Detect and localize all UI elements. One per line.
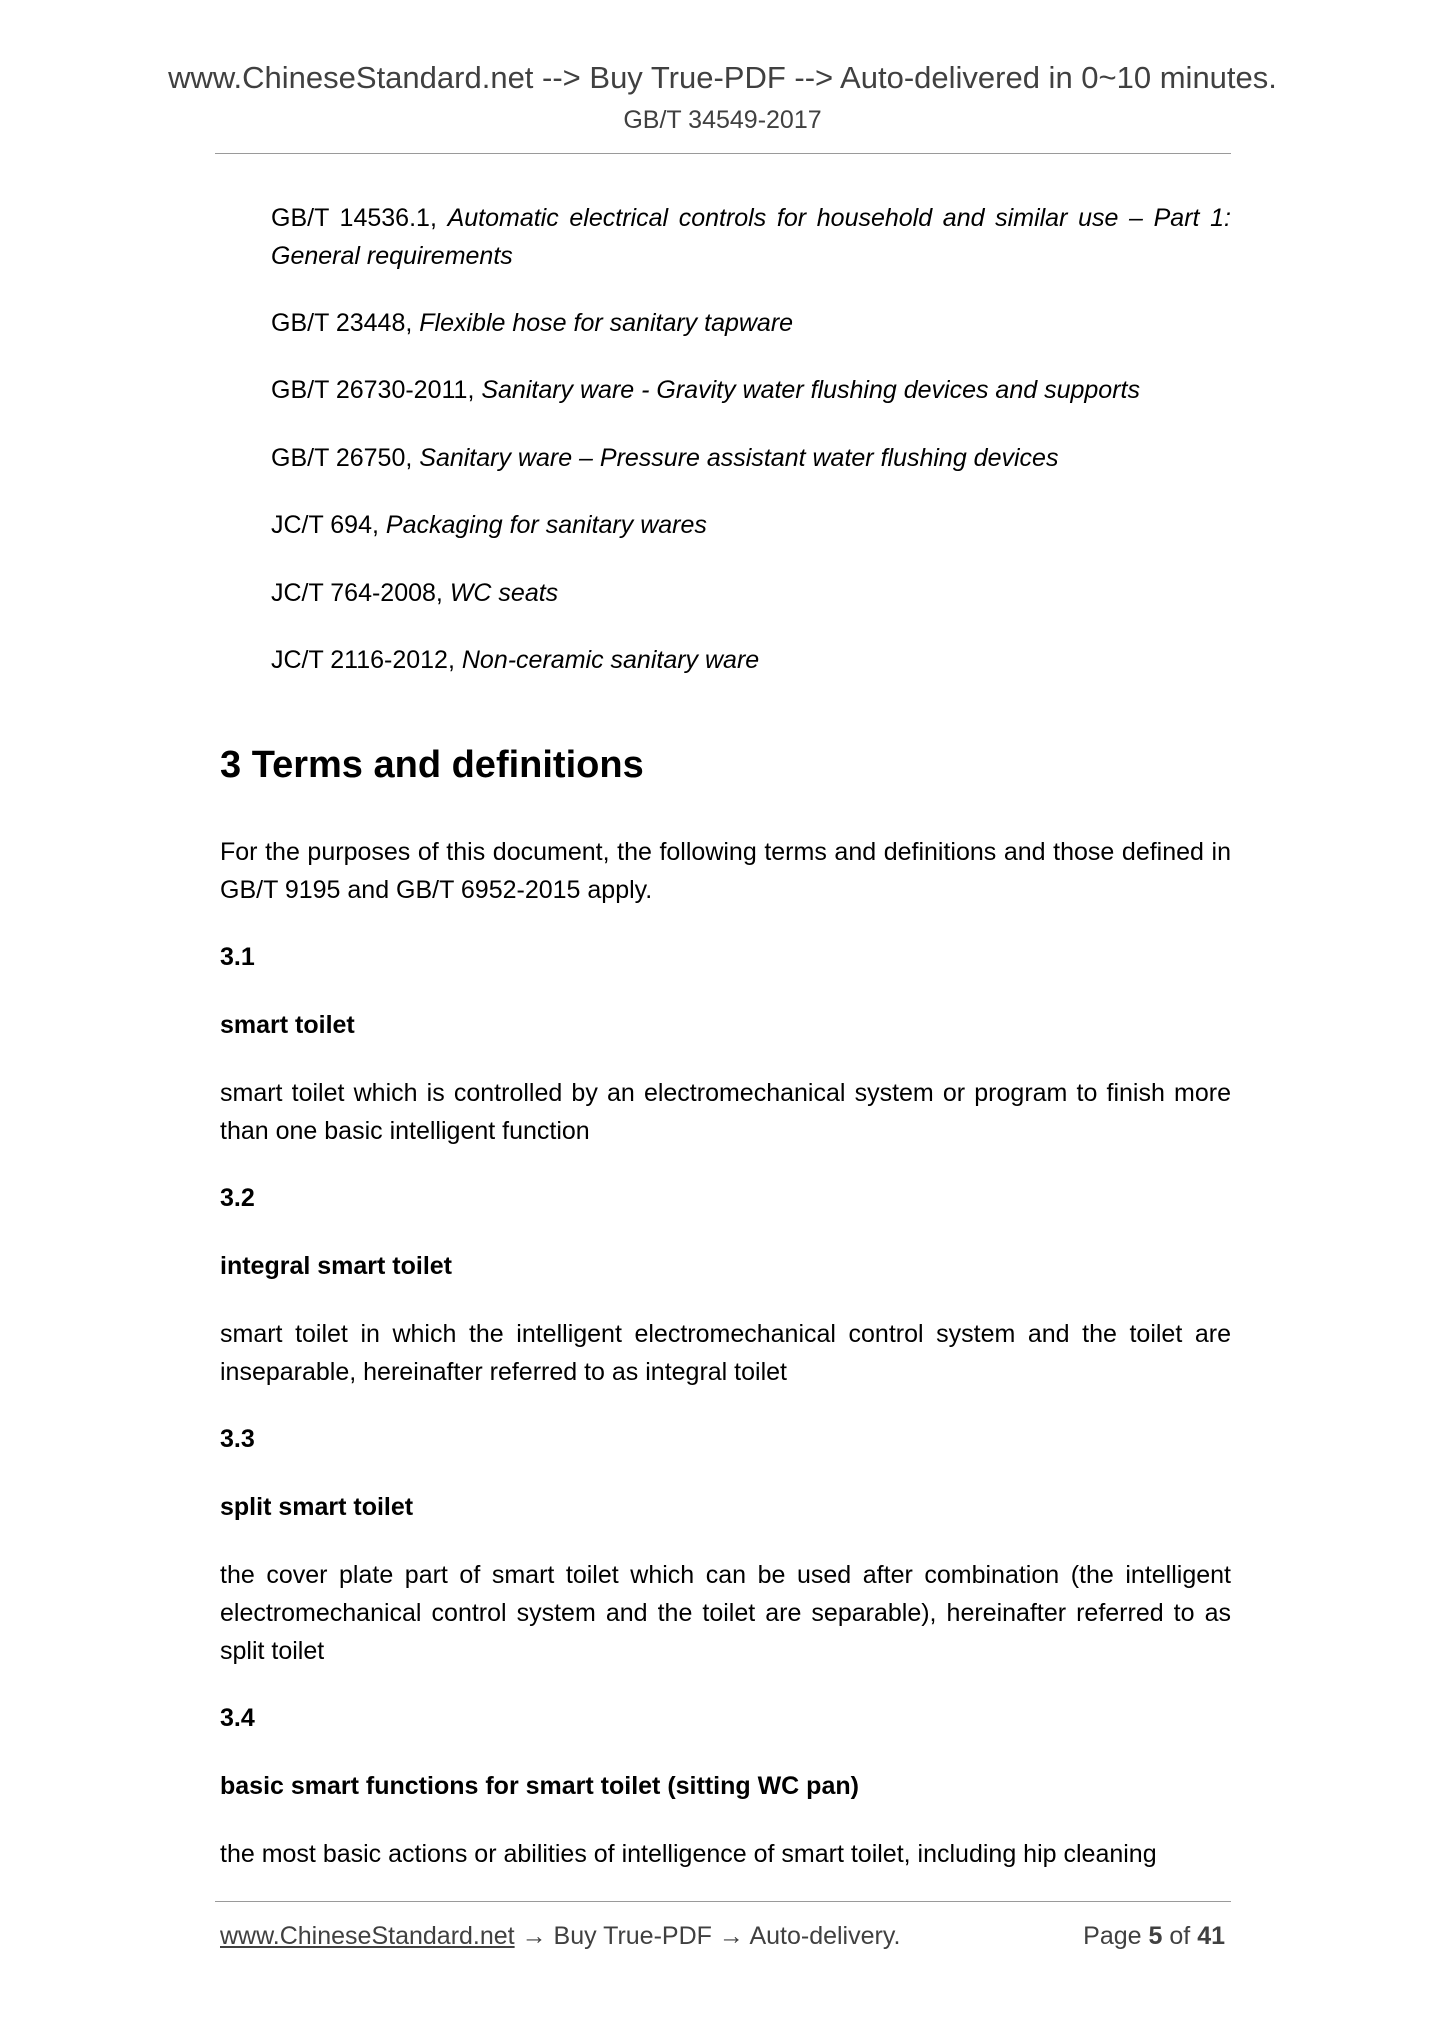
reference-separator: ,	[405, 444, 420, 472]
reference-item	[271, 199, 1231, 275]
reference-code: GB/T 26730-2011	[271, 376, 468, 404]
page-indicator	[1083, 1919, 1225, 1953]
term-definition: the most basic actions or abilities of intelligence of smart toilet, including hip cleaning	[220, 1840, 1157, 1868]
footer-delivery-text: Auto-delivery.	[749, 1922, 901, 1950]
term-name: integral smart toilet	[220, 1252, 452, 1280]
reference-separator: ,	[405, 309, 420, 337]
header-banner: www.ChineseStandard.net --> Buy True-PDF --> Auto-delivered in 0~10 minutes.	[168, 60, 1277, 95]
reference-title: WC seats	[449, 579, 559, 607]
reference-code: GB/T 14536.1	[271, 204, 430, 232]
reference-item	[271, 439, 1231, 477]
reference-title: Automatic electrical controls for household and similar use – Part 1: General requirements	[271, 204, 1231, 270]
term-definition: smart toilet in which the intelligent electromechanical control system and the toilet are inseparable, hereinafter referred to as integral toilet	[220, 1320, 1231, 1386]
term-number: 3.1	[220, 943, 255, 971]
reference-item	[271, 304, 1231, 342]
footer-divider	[215, 1901, 1231, 1902]
reference-item	[271, 506, 1231, 544]
section-heading: 3 Terms and definitions	[220, 744, 644, 786]
term-definition: the cover plate part of smart toilet which can be used after combination (the intelligent electromechanical control system and the toilet are separable), hereinafter referred to as split toilet	[220, 1561, 1231, 1665]
reference-code: JC/T 764-2008	[271, 579, 436, 607]
page-of: of	[1169, 1922, 1191, 1950]
term-name: smart toilet	[220, 1011, 355, 1039]
term-definition: smart toilet which is controlled by an electromechanical system or program to finish more than one basic intelligent function	[220, 1079, 1231, 1145]
reference-separator: ,	[467, 376, 482, 404]
footer-promo	[220, 1919, 900, 1953]
section-intro: For the purposes of this document, the following terms and definitions and those defined in GB/T 9195 and GB/T 6952-2015 apply.	[220, 838, 1231, 904]
page-total: 41	[1197, 1922, 1225, 1950]
reference-separator: ,	[435, 579, 450, 607]
header-divider	[215, 153, 1231, 154]
reference-code: JC/T 2116-2012	[271, 646, 448, 674]
page-current: 5	[1148, 1922, 1163, 1950]
term-number: 3.2	[220, 1184, 255, 1212]
reference-title: Non-ceramic sanitary ware	[461, 646, 760, 674]
arrow-right-icon: →	[521, 1922, 547, 1950]
term-number: 3.4	[220, 1704, 255, 1732]
reference-title: Packaging for sanitary wares	[385, 511, 707, 539]
reference-separator: ,	[371, 511, 386, 539]
term-name: split smart toilet	[220, 1493, 414, 1521]
footer-site-link[interactable]: www.ChineseStandard.net	[220, 1922, 515, 1950]
term-name: basic smart functions for smart toilet (sitting WC pan)	[220, 1772, 859, 1800]
reference-item	[271, 371, 1231, 409]
reference-code: GB/T 23448	[271, 309, 406, 337]
reference-separator: ,	[447, 646, 462, 674]
footer-buy-text: Buy True-PDF	[553, 1922, 712, 1950]
reference-title: Sanitary ware – Pressure assistant water flushing devices	[419, 444, 1059, 472]
reference-title: Flexible hose for sanitary tapware	[419, 309, 794, 337]
reference-title: Sanitary ware - Gravity water flushing devices and supports	[481, 376, 1140, 404]
reference-item	[271, 574, 1231, 612]
page-label: Page	[1083, 1922, 1142, 1950]
reference-code: JC/T 694	[271, 511, 372, 539]
arrow-right-icon: →	[718, 1922, 744, 1950]
term-number: 3.3	[220, 1425, 255, 1453]
reference-code: GB/T 26750	[271, 444, 406, 472]
reference-item	[271, 641, 1231, 679]
standard-number: GB/T 34549-2017	[623, 106, 822, 134]
reference-separator: ,	[429, 204, 448, 232]
